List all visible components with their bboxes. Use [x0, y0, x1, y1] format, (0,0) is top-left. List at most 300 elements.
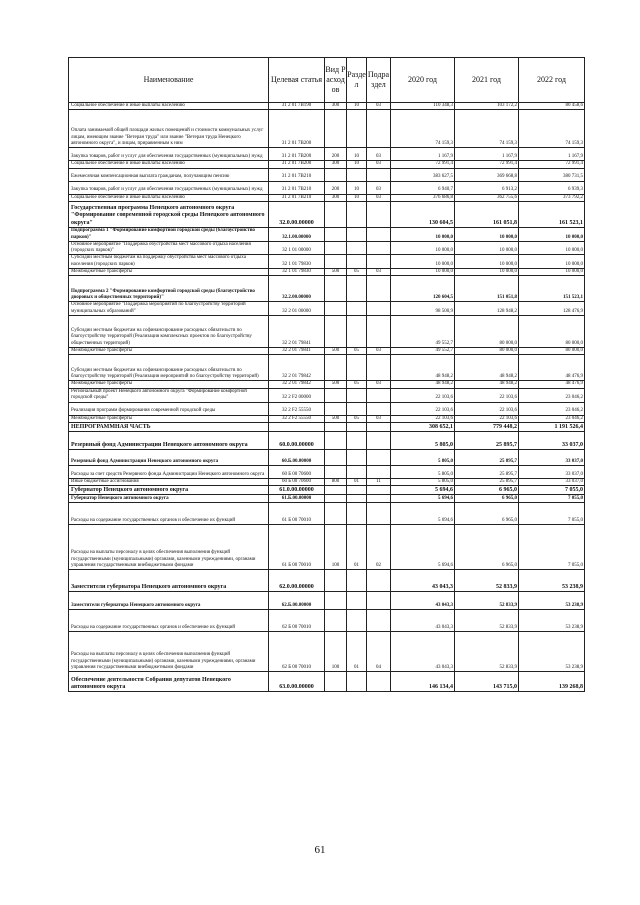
- cell-2022: 33 037,0: [519, 478, 585, 485]
- cell-name: Губернатор Ненецкого автономного округа: [69, 486, 269, 495]
- cell-name: Закупка товаров, работ и услуг для обеспечения государственных (муниципальных) нужд: [69, 181, 269, 194]
- cell-exp: 500: [325, 347, 347, 354]
- cell-exp: 300: [325, 161, 347, 168]
- cell-target: 31 2 01 7В200: [269, 161, 325, 168]
- table-header-row: [69, 58, 585, 103]
- cell-exp: [325, 431, 347, 449]
- table-row: [69, 315, 585, 347]
- cell-subsec: 03: [367, 269, 391, 276]
- cell-2021: 151 051,8: [455, 276, 519, 302]
- cell-2020: 130 604,5: [391, 201, 455, 227]
- table-row: [69, 449, 585, 465]
- cell-subsec: [367, 201, 391, 227]
- table-row: [69, 570, 585, 592]
- cell-subsec: [367, 422, 391, 431]
- cell-subsec: [367, 592, 391, 610]
- cell-2021: 362 755,6: [455, 194, 519, 201]
- cell-2020: 10 000,0: [391, 269, 455, 276]
- cell-sec: [347, 570, 367, 592]
- cell-exp: [325, 486, 347, 495]
- cell-sec: [347, 168, 367, 181]
- cell-2021: 6 965,0: [455, 495, 519, 503]
- table-row: [69, 355, 585, 381]
- cell-target: 32 2 01 79841: [269, 347, 325, 354]
- cell-target: [269, 422, 325, 431]
- cell-name: Реализация программ формирования современной городской среды: [69, 402, 269, 415]
- cell-2022: 6 939,3: [519, 181, 585, 194]
- table-row: [69, 672, 585, 692]
- cell-exp: 300: [325, 194, 347, 201]
- cell-target: 32 1 01 79830: [269, 255, 325, 269]
- cell-subsec: 04: [367, 632, 391, 672]
- cell-sec: 01: [347, 478, 367, 485]
- cell-2022: 33 037,0: [519, 449, 585, 465]
- cell-sec: [347, 255, 367, 269]
- table-row: [69, 503, 585, 525]
- cell-sec: [347, 315, 367, 347]
- cell-2020: 22 103,6: [391, 402, 455, 415]
- cell-sec: 01: [347, 632, 367, 672]
- cell-exp: [325, 201, 347, 227]
- cell-sec: [347, 465, 367, 478]
- cell-2021: 779 448,2: [455, 422, 519, 431]
- cell-2020: 43 043,3: [391, 610, 455, 632]
- cell-name: Резервный фонд Администрации Ненецкого автономного округа: [69, 449, 269, 465]
- cell-target: 62.Б.00.00000: [269, 592, 325, 610]
- cell-target: 31 2 01 7В210: [269, 168, 325, 181]
- cell-2021: 6 965,0: [455, 525, 519, 570]
- cell-sec: [347, 610, 367, 632]
- cell-sec: [347, 672, 367, 692]
- cell-2020: 10 000,0: [391, 255, 455, 269]
- table-row: [69, 255, 585, 269]
- cell-exp: [325, 315, 347, 347]
- table-body: [69, 103, 585, 692]
- cell-2022: 33 037,0: [519, 431, 585, 449]
- cell-name: Основное мероприятие "Поддержка мероприятий по благоустройству территорий муниципальных образований": [69, 302, 269, 316]
- cell-exp: [325, 227, 347, 241]
- cell-sec: [347, 227, 367, 241]
- cell-exp: 300: [325, 103, 347, 110]
- cell-subsec: [367, 570, 391, 592]
- cell-exp: 500: [325, 269, 347, 276]
- cell-2022: 53 238,9: [519, 610, 585, 632]
- cell-name: Расходы на содержание государственных органов и обеспечение их функций: [69, 610, 269, 632]
- table-row: [69, 194, 585, 201]
- cell-name: Государственная программа Ненецкого автономного округа "Формирование современной городской среды Ненецкого автономного округа": [69, 201, 269, 227]
- cell-target: 32 2 F2 55550: [269, 402, 325, 415]
- cell-2020: 48 948,2: [391, 381, 455, 388]
- table-row: [69, 495, 585, 503]
- cell-exp: [325, 465, 347, 478]
- cell-2021: 161 051,8: [455, 201, 519, 227]
- cell-exp: 200: [325, 148, 347, 161]
- cell-target: 32 2 F2 55550: [269, 415, 325, 422]
- cell-subsec: [367, 503, 391, 525]
- cell-sec: 05: [347, 347, 367, 354]
- cell-target: 31 2 01 7В190: [269, 103, 325, 110]
- cell-2022: 72 991,4: [519, 161, 585, 168]
- cell-subsec: [367, 302, 391, 316]
- cell-target: 32 2 01 00000: [269, 302, 325, 316]
- cell-sec: [347, 495, 367, 503]
- cell-2020: 43 043,3: [391, 632, 455, 672]
- cell-subsec: [367, 276, 391, 302]
- budget-table-container: [68, 57, 584, 692]
- cell-2020: 5 694,6: [391, 503, 455, 525]
- table-row: [69, 181, 585, 194]
- cell-2020: 72 991,4: [391, 161, 455, 168]
- cell-subsec: [367, 227, 391, 241]
- cell-name: Межбюджетные трансферты: [69, 269, 269, 276]
- cell-name: Заместители губернатора Ненецкого автономного округа: [69, 570, 269, 592]
- cell-exp: [325, 276, 347, 302]
- cell-2021: 52 833,9: [455, 592, 519, 610]
- cell-target: 61 Б 00 70010: [269, 503, 325, 525]
- cell-target: 60.0.00.00000: [269, 431, 325, 449]
- cell-2020: 5 805,0: [391, 465, 455, 478]
- cell-2020: 5 805,0: [391, 478, 455, 485]
- cell-name: Закупка товаров, работ и услуг для обеспечения государственных (муниципальных) нужд: [69, 148, 269, 161]
- cell-exp: [325, 592, 347, 610]
- table-row: [69, 632, 585, 672]
- cell-2021: 80 000,0: [455, 347, 519, 354]
- cell-subsec: 03: [367, 381, 391, 388]
- cell-sec: [347, 431, 367, 449]
- cell-2020: 74 159,3: [391, 110, 455, 148]
- cell-target: 32 2 01 79842: [269, 381, 325, 388]
- cell-exp: [325, 168, 347, 181]
- cell-exp: [325, 449, 347, 465]
- cell-exp: [325, 355, 347, 381]
- cell-2021: 72 991,4: [455, 161, 519, 168]
- header-2021: 2021 год: [455, 58, 519, 103]
- cell-2021: 128 948,2: [455, 302, 519, 316]
- cell-2020: 48 948,2: [391, 355, 455, 381]
- cell-2022: 80 458,6: [519, 103, 585, 110]
- cell-subsec: [367, 355, 391, 381]
- cell-2022: 1 191 526,4: [519, 422, 585, 431]
- header-sec: Раздел: [347, 58, 367, 103]
- cell-2022: 161 523,1: [519, 201, 585, 227]
- cell-2022: 139 268,8: [519, 672, 585, 692]
- cell-2022: 74 159,3: [519, 110, 585, 148]
- cell-2021: 6 913,2: [455, 181, 519, 194]
- table-row: [69, 269, 585, 276]
- cell-subsec: 02: [367, 525, 391, 570]
- table-row: [69, 381, 585, 388]
- table-row: [69, 103, 585, 110]
- cell-name: Расходы за счет средств Резервного фонда Администрации Ненецкого автономного округа: [69, 465, 269, 478]
- cell-2022: 23 046,2: [519, 388, 585, 402]
- page-number: 61: [314, 844, 326, 856]
- cell-name: Субсидии местным бюджетам на поддержку обустройства мест массового отдыха населения (городских парков): [69, 255, 269, 269]
- table-row: [69, 465, 585, 478]
- table-row: [69, 415, 585, 422]
- cell-2021: 1 167,9: [455, 148, 519, 161]
- cell-subsec: 11: [367, 478, 391, 485]
- cell-subsec: [367, 168, 391, 181]
- cell-target: 60.Б.00.00000: [269, 449, 325, 465]
- cell-sec: 05: [347, 269, 367, 276]
- cell-subsec: [367, 486, 391, 495]
- header-name: Наименование: [69, 58, 269, 103]
- table-row: [69, 148, 585, 161]
- cell-exp: 800: [325, 478, 347, 485]
- cell-2022: 1 167,9: [519, 148, 585, 161]
- cell-target: 31 2 01 7В200: [269, 148, 325, 161]
- cell-2021: 10 000,0: [455, 255, 519, 269]
- header-2022: 2022 год: [519, 58, 585, 103]
- cell-2022: 7 055,0: [519, 486, 585, 495]
- table-row: [69, 241, 585, 255]
- cell-subsec: 03: [367, 415, 391, 422]
- table-row: [69, 227, 585, 241]
- cell-exp: 500: [325, 415, 347, 422]
- header-exp: Вид Расходов: [325, 58, 347, 103]
- table-row: [69, 302, 585, 316]
- cell-subsec: 03: [367, 161, 391, 168]
- cell-sec: [347, 241, 367, 255]
- cell-target: 32.0.00.00000: [269, 201, 325, 227]
- cell-name: Региональный проект Ненецкого автономного округа "Формирование комфортной городской среды": [69, 388, 269, 402]
- cell-name: Межбюджетные трансферты: [69, 381, 269, 388]
- cell-2021: 52 833,9: [455, 632, 519, 672]
- cell-sec: [347, 302, 367, 316]
- table-row: [69, 422, 585, 431]
- cell-2022: 53 238,9: [519, 632, 585, 672]
- cell-subsec: [367, 465, 391, 478]
- cell-target: 32.2.00.00000: [269, 276, 325, 302]
- cell-2021: 10 000,0: [455, 227, 519, 241]
- cell-subsec: 03: [367, 194, 391, 201]
- cell-2021: 25 895,7: [455, 431, 519, 449]
- cell-2021: 52 833,9: [455, 570, 519, 592]
- budget-table: [68, 57, 585, 692]
- cell-sec: 10: [347, 148, 367, 161]
- cell-2021: 48 948,2: [455, 381, 519, 388]
- table-row: [69, 276, 585, 302]
- cell-2022: 7 055,0: [519, 503, 585, 525]
- cell-2021: 103 172,2: [455, 103, 519, 110]
- header-target: Целевая статья: [269, 58, 325, 103]
- cell-2021: 22 103,6: [455, 402, 519, 415]
- cell-subsec: [367, 449, 391, 465]
- cell-target: 62.0.00.00000: [269, 570, 325, 592]
- cell-2022: 151 523,1: [519, 276, 585, 302]
- cell-2021: 10 000,0: [455, 269, 519, 276]
- cell-subsec: 03: [367, 181, 391, 194]
- cell-2022: 10 000,0: [519, 241, 585, 255]
- cell-2021: 48 948,2: [455, 355, 519, 381]
- cell-exp: [325, 503, 347, 525]
- cell-2020: 49 552,7: [391, 347, 455, 354]
- cell-name: Губернатор Ненецкого автономного округа: [69, 495, 269, 503]
- cell-sec: [347, 201, 367, 227]
- cell-2020: 22 103,6: [391, 388, 455, 402]
- cell-2021: 369 668,8: [455, 168, 519, 181]
- cell-target: 62 Б 00 70010: [269, 632, 325, 672]
- cell-target: 32 1 01 79830: [269, 269, 325, 276]
- cell-name: Расходы на содержание государственных органов и обеспечение их функций: [69, 503, 269, 525]
- cell-sec: [347, 503, 367, 525]
- cell-subsec: [367, 672, 391, 692]
- cell-2022: 80 000,0: [519, 347, 585, 354]
- cell-2021: 25 895,7: [455, 465, 519, 478]
- cell-2020: 5 694,6: [391, 525, 455, 570]
- table-row: [69, 168, 585, 181]
- cell-target: 60 Б 00 70600: [269, 478, 325, 485]
- cell-2021: 22 103,6: [455, 388, 519, 402]
- header-2020: 2020 год: [391, 58, 455, 103]
- table-row: [69, 486, 585, 495]
- cell-subsec: [367, 315, 391, 347]
- cell-subsec: [367, 110, 391, 148]
- cell-2020: 6 940,7: [391, 181, 455, 194]
- cell-2022: 373 792,2: [519, 194, 585, 201]
- cell-2022: 80 000,0: [519, 315, 585, 347]
- cell-2020: 5 694,6: [391, 486, 455, 495]
- cell-2020: 22 103,6: [391, 415, 455, 422]
- cell-name: Подпрограмма 1 "Формирование комфортной городской среды (благоустройство парков)": [69, 227, 269, 241]
- cell-2022: 10 000,0: [519, 255, 585, 269]
- cell-sec: [347, 449, 367, 465]
- cell-exp: [325, 570, 347, 592]
- cell-2022: 23 046,2: [519, 402, 585, 415]
- cell-sec: 10: [347, 181, 367, 194]
- cell-2021: 10 000,0: [455, 241, 519, 255]
- cell-name: Субсидии местным бюджетам на софинансирование расходных обязательств по благоустройству территорий (Реализация комплексных проектов по благоустройству общественных территорий): [69, 315, 269, 347]
- cell-2020: 1 167,9: [391, 148, 455, 161]
- table-row: [69, 388, 585, 402]
- table-row: [69, 161, 585, 168]
- cell-target: 32 1 01 00000: [269, 241, 325, 255]
- cell-target: 32.1.00.00000: [269, 227, 325, 241]
- cell-name: Межбюджетные трансферты: [69, 347, 269, 354]
- cell-2020: 308 652,1: [391, 422, 455, 431]
- cell-name: Резервный фонд Администрации Ненецкого автономного округа: [69, 431, 269, 449]
- cell-2022: 10 000,0: [519, 227, 585, 241]
- table-row: [69, 110, 585, 148]
- cell-exp: [325, 110, 347, 148]
- cell-subsec: [367, 402, 391, 415]
- cell-name: Заместители губернатора Ненецкого автономного округа: [69, 592, 269, 610]
- cell-2022: 48 476,9: [519, 355, 585, 381]
- cell-target: 31 2 01 7В210: [269, 194, 325, 201]
- cell-2022: 10 000,0: [519, 269, 585, 276]
- cell-exp: 100: [325, 525, 347, 570]
- header-subsec: Подраздел: [367, 58, 391, 103]
- cell-name: Иные бюджетные ассигнования: [69, 478, 269, 485]
- cell-name: Межбюджетные трансферты: [69, 415, 269, 422]
- cell-name: Обеспечение деятельности Собрания депутатов Ненецкого автономного округа: [69, 672, 269, 692]
- cell-sec: 10: [347, 194, 367, 201]
- cell-2022: 7 055,0: [519, 525, 585, 570]
- cell-exp: [325, 302, 347, 316]
- cell-target: 31 2 01 7В200: [269, 110, 325, 148]
- cell-sec: [347, 402, 367, 415]
- cell-2022: 33 037,0: [519, 465, 585, 478]
- cell-2021: 6 965,0: [455, 503, 519, 525]
- cell-sec: [347, 388, 367, 402]
- cell-2022: 380 731,5: [519, 168, 585, 181]
- cell-sec: [347, 486, 367, 495]
- table-row: [69, 525, 585, 570]
- cell-2020: 110 348,3: [391, 103, 455, 110]
- cell-name: Социальное обеспечение и иные выплаты населению: [69, 194, 269, 201]
- cell-exp: 100: [325, 632, 347, 672]
- cell-sec: [347, 592, 367, 610]
- cell-sec: 05: [347, 415, 367, 422]
- cell-exp: [325, 241, 347, 255]
- cell-2021: 80 000,0: [455, 315, 519, 347]
- cell-subsec: [367, 431, 391, 449]
- cell-target: 61.Б.00.00000: [269, 495, 325, 503]
- cell-name: Социальное обеспечение и иные выплаты населению: [69, 161, 269, 168]
- cell-sec: [347, 355, 367, 381]
- cell-2020: 43 043,3: [391, 592, 455, 610]
- cell-name: Социальное обеспечение и иные выплаты населению: [69, 103, 269, 110]
- cell-2020: 98 500,9: [391, 302, 455, 316]
- cell-2020: 5 805,0: [391, 449, 455, 465]
- cell-exp: [325, 672, 347, 692]
- cell-sec: [347, 110, 367, 148]
- cell-2022: 48 476,9: [519, 381, 585, 388]
- cell-2020: 49 552,7: [391, 315, 455, 347]
- table-row: [69, 610, 585, 632]
- cell-2021: 25 895,7: [455, 449, 519, 465]
- cell-2020: 10 000,0: [391, 241, 455, 255]
- cell-subsec: 03: [367, 148, 391, 161]
- cell-name: НЕПРОГРАММНАЯ ЧАСТЬ: [69, 422, 269, 431]
- cell-target: 62 Б 00 70010: [269, 610, 325, 632]
- table-row: [69, 402, 585, 415]
- cell-exp: 200: [325, 181, 347, 194]
- cell-2021: 25 895,7: [455, 478, 519, 485]
- cell-2020: 5 694,6: [391, 495, 455, 503]
- table-row: [69, 201, 585, 227]
- cell-2020: 383 627,5: [391, 168, 455, 181]
- cell-2022: 128 476,9: [519, 302, 585, 316]
- cell-2021: 22 103,6: [455, 415, 519, 422]
- cell-subsec: [367, 388, 391, 402]
- cell-name: Расходы на выплаты персоналу в целях обеспечения выполнения функций государственными (муниципальными) органами, казенными учреждениями, органами управления государственными внебюджетными фондами: [69, 525, 269, 570]
- cell-name: Оплата занимаемой общей площади жилых помещений и стоимости коммунальных услуг лицам, имеющим звание "Ветеран труда" или звание "Ветеран труда Ненецкого автономного округа", и лицам, приравненным к ним: [69, 110, 269, 148]
- cell-2022: 23 046,2: [519, 415, 585, 422]
- cell-2021: 143 715,0: [455, 672, 519, 692]
- cell-subsec: 03: [367, 347, 391, 354]
- cell-2020: 43 043,3: [391, 570, 455, 592]
- table-row: [69, 431, 585, 449]
- cell-exp: [325, 255, 347, 269]
- cell-2020: 376 686,8: [391, 194, 455, 201]
- cell-2022: 7 055,0: [519, 495, 585, 503]
- cell-name: Расходы на выплаты персоналу в целях обеспечения выполнения функций государственными (муниципальными) органами, казенными учреждениями, органами управления государственными внебюджетными фондами: [69, 632, 269, 672]
- cell-2021: 6 965,0: [455, 486, 519, 495]
- cell-name: Основное мероприятие "Поддержка обустройства мест массового отдыха населения (городских парков)": [69, 241, 269, 255]
- cell-sec: [347, 276, 367, 302]
- cell-target: 63.0.00.00000: [269, 672, 325, 692]
- cell-name: Ежемесячная компенсационная выплата гражданам, получающим пенсию: [69, 168, 269, 181]
- cell-sec: 10: [347, 161, 367, 168]
- cell-sec: 10: [347, 103, 367, 110]
- table-row: [69, 347, 585, 354]
- cell-2022: 53 238,9: [519, 592, 585, 610]
- cell-target: 61 Б 00 70010: [269, 525, 325, 570]
- cell-2021: 74 159,3: [455, 110, 519, 148]
- cell-exp: [325, 495, 347, 503]
- cell-name: Подпрограмма 2 "Формирование комфортной городской среды (благоустройство дворовых и общественных территорий)": [69, 276, 269, 302]
